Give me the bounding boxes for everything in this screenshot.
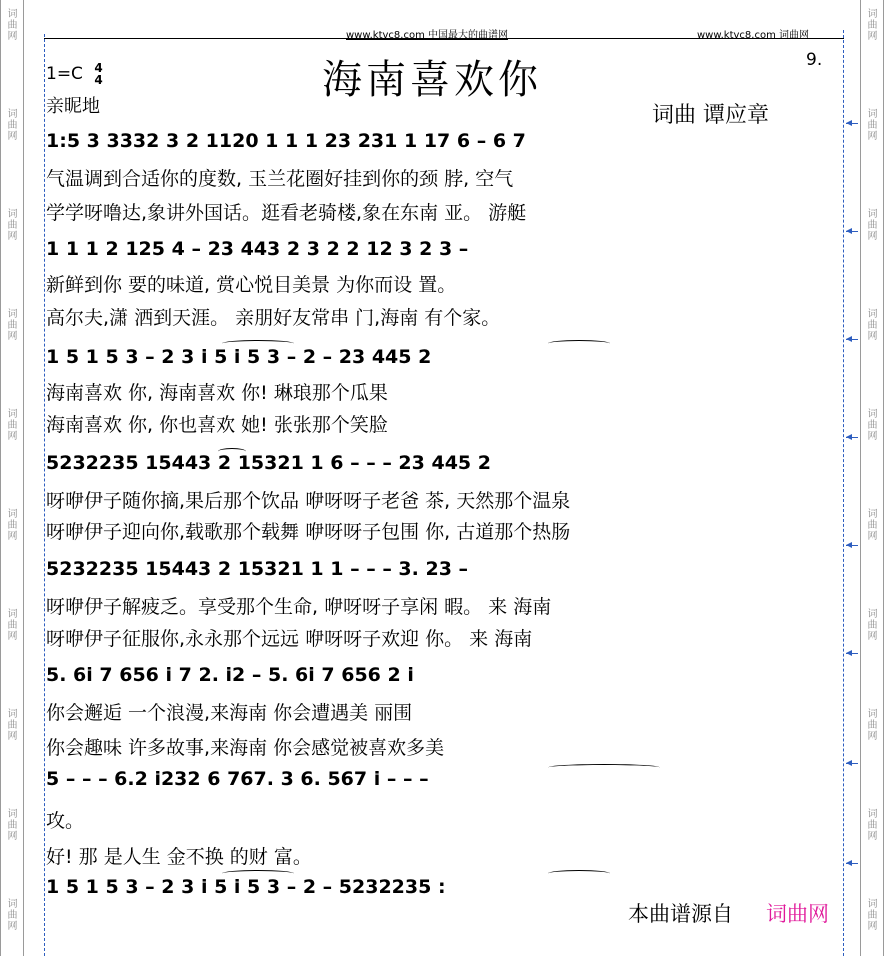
tie-mark — [222, 870, 294, 877]
watermark-text: 词曲网 — [5, 108, 16, 141]
line-marker-icon — [846, 336, 860, 344]
header-url-right[interactable]: www.ktvc8.com 词曲网 — [697, 30, 810, 41]
lyric-line: 海南喜欢 你, 你也喜欢 她! 张张那个笑脸 — [46, 414, 388, 436]
watermark-text: 词曲网 — [5, 408, 16, 441]
lyric-line: 呀咿伊子征服你,永永那个远远 咿呀呀子欢迎 你。 来 海南 — [46, 628, 533, 650]
lyric-line: 呀咿伊子迎向你,载歌那个载舞 咿呀呀子包围 你, 古道那个热肠 — [46, 521, 571, 543]
lyric-line: 呀咿伊子随你摘,果后那个饮品 咿呀呀子老爸 茶, 天然那个温泉 — [46, 490, 571, 512]
key-signature — [46, 62, 103, 86]
tempo-marking: 亲昵地 — [46, 96, 100, 117]
tie-mark — [548, 870, 610, 877]
watermark-text: 词曲网 — [865, 808, 876, 841]
notation-row: 5. 6i 7 656 i 7 2. i2 – 5. 6i 7 656 2 i — [46, 664, 414, 686]
line-marker-icon — [846, 434, 860, 442]
footer-source-label: 本曲谱源自 — [628, 902, 733, 926]
line-marker-icon — [846, 650, 860, 658]
notation-row: 5232235 15443 2 15321 1 1 – – – 3. 23 – — [46, 558, 469, 580]
lyric-line: 攻。 — [46, 810, 85, 832]
watermark-text: 词曲网 — [5, 8, 16, 41]
watermark-text: 词曲网 — [865, 708, 876, 741]
watermark-text: 词曲网 — [865, 608, 876, 641]
watermark-text: 词曲网 — [865, 508, 876, 541]
notation-row: 1 5 1 5 3 – 2 3 i 5 i 5 3 – 2 – 23 445 2 — [46, 346, 432, 368]
watermark-text: 词曲网 — [865, 408, 876, 441]
watermark-text: 词曲网 — [5, 308, 16, 341]
header-url-left[interactable]: www.ktvc8.com 中国最大的曲谱网 — [346, 30, 509, 41]
watermark-text: 词曲网 — [865, 308, 876, 341]
lyric-line: 学学呀噜达,象讲外国话。逛看老骑楼,象在东南 亚。 游艇 — [46, 202, 527, 224]
lyric-line: 气温调到合适你的度数, 玉兰花圈好挂到你的颈 脖, 空气 — [46, 168, 514, 190]
notation-row: 1 1 1 2 125 4 – 23 443 2 3 2 2 12 3 2 3 – — [46, 238, 469, 260]
watermark-text: 词曲网 — [5, 898, 16, 931]
song-title: 海南喜欢你 — [322, 57, 542, 103]
page-margin-guide — [843, 30, 844, 956]
lyric-line: 呀咿伊子解疲乏。享受那个生命, 咿呀呀子享闲 暇。 来 海南 — [46, 596, 552, 618]
lyric-line: 你会趣味 许多故事,来海南 你会感觉被喜欢多美 — [46, 737, 445, 759]
time-bottom: 4 — [94, 73, 103, 87]
author-credit: 词曲 谭应章 — [652, 103, 769, 128]
line-marker-icon — [846, 120, 860, 128]
line-marker-icon — [846, 542, 860, 550]
watermark-text: 词曲网 — [865, 208, 876, 241]
tie-mark — [222, 340, 294, 347]
lyric-line: 你会邂逅 一个浪漫,来海南 你会遭遇美 丽围 — [46, 702, 413, 724]
page-number: 9. — [806, 50, 823, 70]
key-label: 1=C — [46, 64, 83, 84]
watermark-text: 词曲网 — [5, 608, 16, 641]
line-marker-icon — [846, 860, 860, 868]
tie-mark — [548, 764, 660, 771]
watermark-text: 词曲网 — [5, 708, 16, 741]
notation-row: 1:5 3 3332 3 2 1120 1 1 1 23 231 1 17 6 – 6 7 — [46, 130, 526, 152]
notation-row: 5232235 15443 2 15321 1 6 – – – 23 445 2 — [46, 452, 491, 474]
watermark-text: 词曲网 — [5, 508, 16, 541]
time-top: 4 — [94, 61, 103, 75]
notation-row: 5 – – – 6.2 i232 6 767. 3 6. 567 i – – – — [46, 768, 429, 790]
line-marker-icon — [846, 760, 860, 768]
tie-mark — [218, 448, 246, 455]
watermark-text: 词曲网 — [5, 808, 16, 841]
time-signature — [94, 62, 102, 86]
watermark-text: 词曲网 — [5, 208, 16, 241]
watermark-text: 词曲网 — [865, 898, 876, 931]
page-margin-guide — [44, 34, 45, 956]
watermark-text: 词曲网 — [865, 108, 876, 141]
line-marker-icon — [846, 228, 860, 236]
lyric-line: 好! 那 是人生 金不换 的财 富。 — [46, 846, 312, 868]
notation-row: 1 5 1 5 3 – 2 3 i 5 i 5 3 – 2 – 5232235 : — [46, 876, 446, 898]
lyric-line: 海南喜欢 你, 海南喜欢 你! 琳琅那个瓜果 — [46, 382, 388, 404]
watermark-text: 词曲网 — [865, 8, 876, 41]
lyric-line: 高尔夫,潇 洒到天涯。 亲朋好友常串 门,海南 有个家。 — [46, 307, 501, 329]
left-watermark-strip — [0, 0, 24, 956]
footer-brand-link[interactable]: 词曲网 — [766, 902, 829, 926]
right-watermark-strip — [860, 0, 884, 956]
tie-mark — [548, 340, 610, 347]
lyric-line: 新鲜到你 要的味道, 赏心悦目美景 为你而设 置。 — [46, 274, 457, 296]
